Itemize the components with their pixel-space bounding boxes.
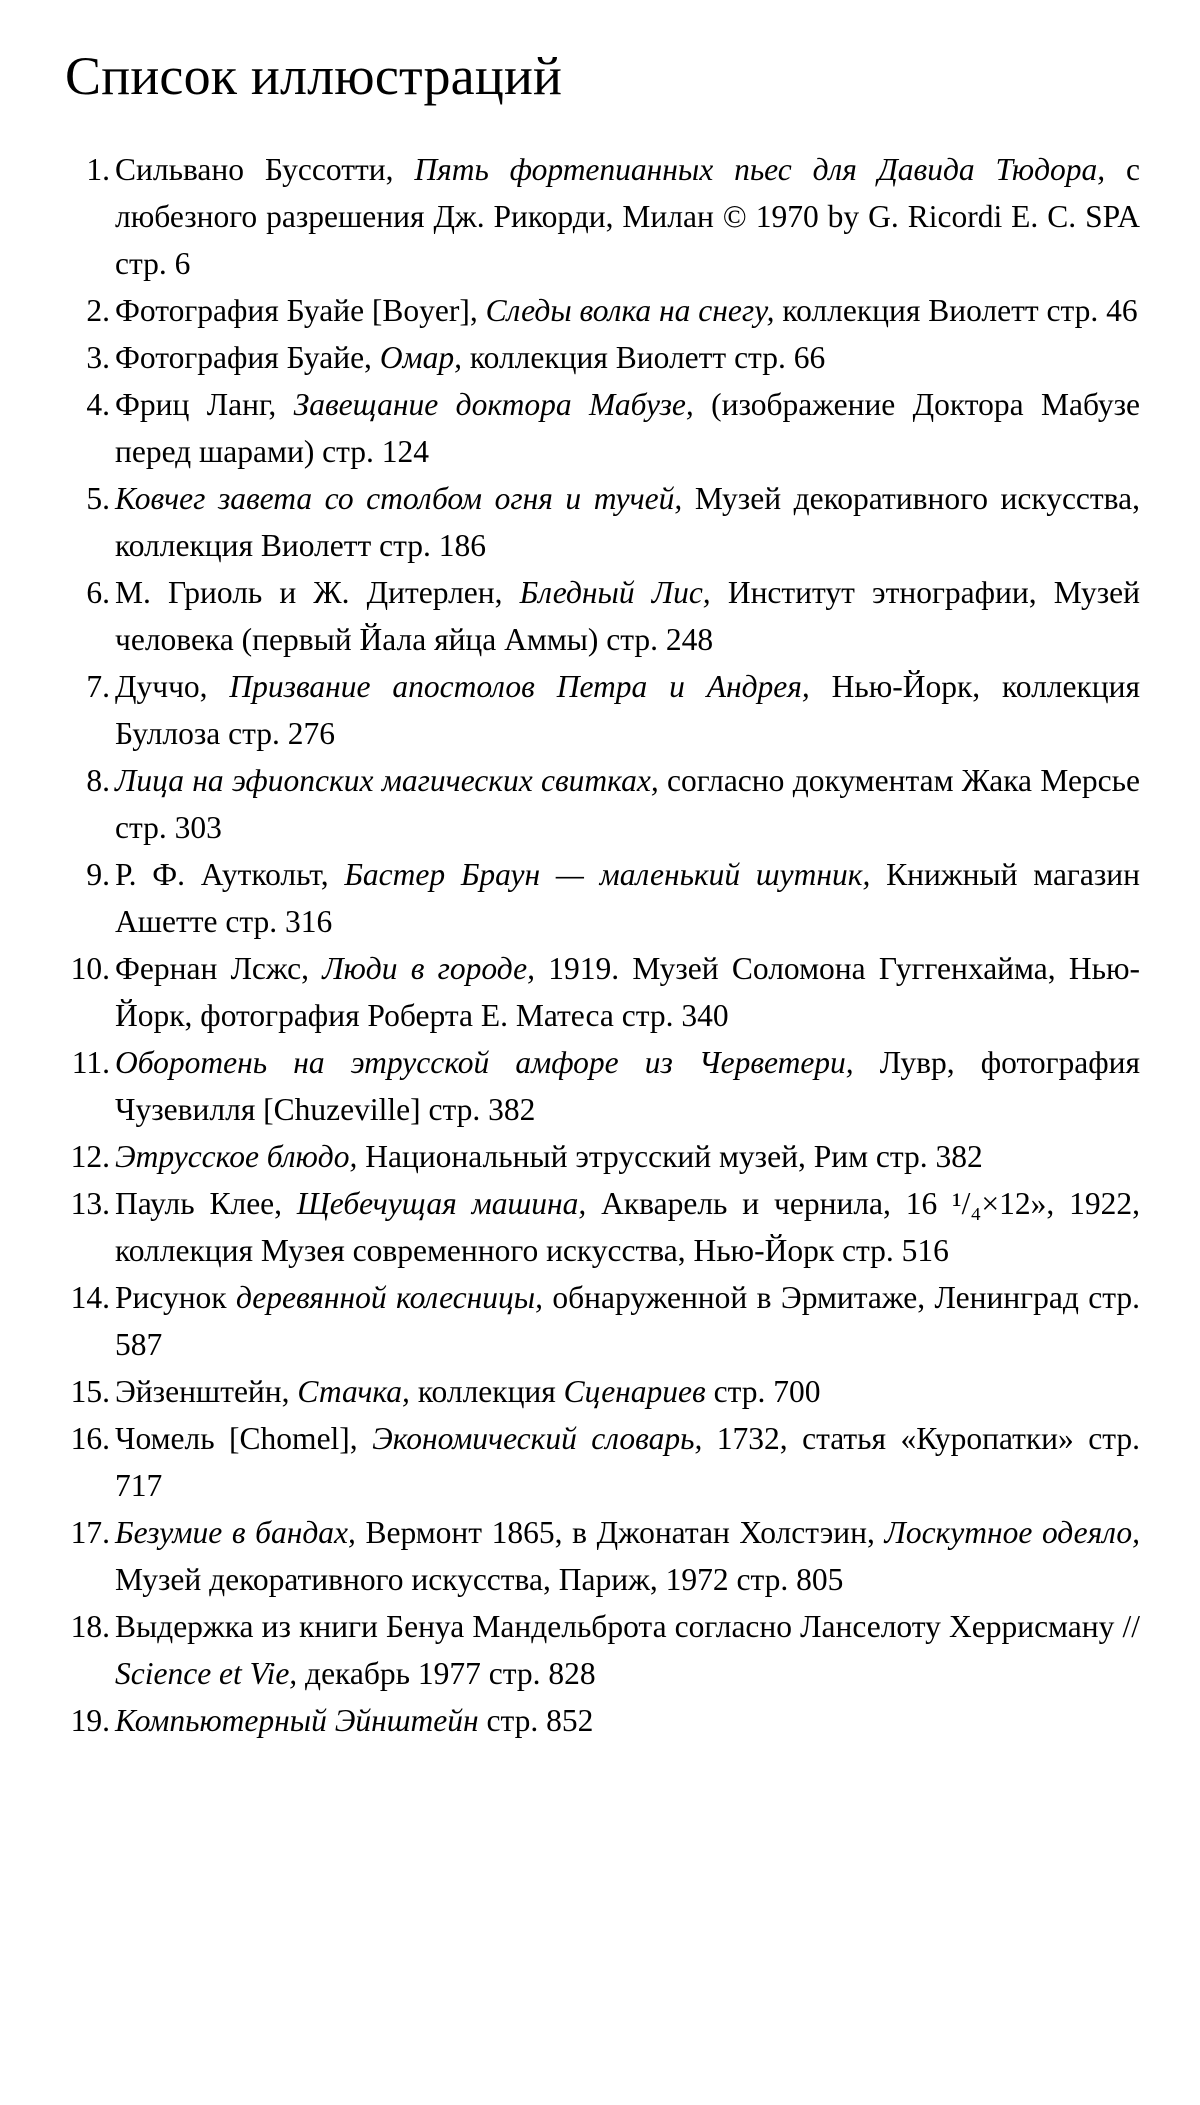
item-text	[115, 763, 1140, 845]
item-text-segment: Выдержка из книги Бенуа Мандельброта согласно Ланселоту Херрисману //	[115, 1609, 1140, 1644]
item-title-italic: Science et Vie,	[115, 1656, 298, 1691]
item-text	[115, 1421, 1140, 1503]
item-text	[115, 1139, 983, 1174]
item-number: 13.	[70, 1186, 110, 1221]
item-number: 17.	[70, 1515, 110, 1550]
item-number: 9.	[86, 857, 110, 892]
list-item	[65, 1368, 1140, 1415]
item-text-segment: Эйзенштейн,	[115, 1374, 298, 1409]
item-text-segment: согласно документам Жака Мерсье стр. 303	[115, 763, 1140, 845]
item-title-italic: Щебечущая машина,	[296, 1186, 587, 1221]
item-text-segment: 1732, статья «Куропатки» стр. 717	[115, 1421, 1140, 1503]
item-number: 19.	[70, 1703, 110, 1738]
item-text-segment: коллекция	[409, 1374, 564, 1409]
item-title-italic: Следы волка на снегу,	[485, 293, 775, 328]
list-item	[65, 381, 1140, 475]
item-text-segment: 1919. Музей Соломона Гуггенхайма, Нью-Йорк, фотография Роберта Е. Матеса стр. 340	[115, 951, 1141, 1033]
item-title-italic: Компьютерный Эйнштейн	[115, 1703, 479, 1738]
list-item	[65, 1180, 1140, 1274]
item-title-italic: Бледный Лис,	[519, 575, 711, 610]
item-text	[115, 1374, 820, 1409]
list-item	[65, 1603, 1140, 1697]
item-text	[115, 951, 1140, 1033]
item-number: 12.	[70, 1139, 110, 1174]
item-text-segment: обнаруженной в Эрмитаже, Ленинград стр. 587	[115, 1280, 1140, 1362]
item-text	[115, 1280, 1140, 1362]
item-text-segment: Национальный этрусский музей, Рим стр. 382	[357, 1139, 983, 1174]
item-title-italic: Призвание апостолов Петра и Андрея,	[229, 669, 810, 704]
item-text-segment: Фернан Лсжс,	[115, 951, 323, 986]
item-number: 15.	[70, 1374, 110, 1409]
item-number: 2.	[86, 293, 110, 328]
item-text	[115, 857, 1140, 939]
list-item	[65, 851, 1140, 945]
item-text-segment: (изображение Доктора Мабузе перед шарами) стр. 124	[115, 387, 1141, 469]
item-title-italic: Пять фортепианных пьес для Давида Тюдора,	[414, 152, 1106, 187]
illustrations-list	[65, 146, 1140, 1744]
item-number: 3.	[86, 340, 110, 375]
item-text-segment: М. Гриоль и Ж. Дитерлен,	[115, 575, 520, 610]
item-text	[115, 293, 1138, 328]
item-text-segment: Пауль Клее,	[115, 1186, 297, 1221]
list-item	[65, 1133, 1140, 1180]
item-text	[115, 1609, 1140, 1691]
item-number: 18.	[70, 1609, 110, 1644]
item-text	[115, 669, 1140, 751]
list-item	[65, 1274, 1140, 1368]
item-title-italic: Экономический словарь,	[372, 1421, 703, 1456]
list-item	[65, 1415, 1140, 1509]
item-text-segment: Акварель и чернила, 16 ¹/₄×12», 1922, коллекция Музея современного искусства, Нью-Йорк стр. 516	[115, 1186, 1140, 1268]
item-text-segment: декабрь 1977 стр. 828	[297, 1656, 596, 1691]
item-text	[115, 1515, 1140, 1597]
list-item	[65, 569, 1140, 663]
item-text-segment: Вермонт 1865, в Джонатан Холстэин,	[355, 1515, 885, 1550]
item-number: 7.	[86, 669, 110, 704]
list-item	[65, 475, 1140, 569]
item-number: 8.	[86, 763, 110, 798]
list-item	[65, 334, 1140, 381]
item-text	[115, 152, 1140, 281]
item-title-italic: Стачка,	[297, 1374, 410, 1409]
list-item	[65, 287, 1140, 334]
page-title: Список иллюстраций	[65, 46, 563, 106]
list-item	[65, 146, 1140, 287]
item-text-segment: Фотография Буайе [Boyer],	[115, 293, 486, 328]
item-title-italic: Безумие в бандах,	[115, 1515, 356, 1550]
item-number: 11.	[71, 1045, 110, 1080]
item-text	[115, 1703, 593, 1738]
item-text-segment: Институт этнографии, Музей человека (первый Йала яйца Аммы) стр. 248	[115, 575, 1140, 657]
item-text-segment: Р. Ф. Ауткольт,	[115, 857, 345, 892]
item-title-italic: Оборотень на этрусской амфоре из Черветери,	[115, 1045, 854, 1080]
item-number: 4.	[86, 387, 110, 422]
item-text-segment: стр. 852	[478, 1703, 594, 1738]
item-number: 16.	[70, 1421, 110, 1456]
item-number: 1.	[86, 152, 110, 187]
item-title-italic: Лица на эфиопских магических свитках,	[115, 763, 659, 798]
item-number: 6.	[86, 575, 110, 610]
item-text-segment: Чомель [Chomel],	[115, 1421, 373, 1456]
item-title-italic: Люди в городе,	[322, 951, 535, 986]
item-title-italic: Этрусское блюдо,	[115, 1139, 358, 1174]
item-text-segment: Музей декоративного искусства, Париж, 1972 стр. 805	[115, 1562, 844, 1597]
item-text-segment: Книжный магазин Ашетте стр. 316	[115, 857, 1140, 939]
list-item	[65, 945, 1140, 1039]
item-text-segment: Рисунок	[115, 1280, 236, 1315]
item-text-segment: Сильвано Буссотти,	[115, 152, 415, 187]
item-title-italic: Ковчег завета со столбом огня и тучей,	[115, 481, 683, 516]
item-text-segment: с любезного разрешения Дж. Рикорди, Милан © 1970 by G. Ricordi E. C. SPA стр. 6	[115, 152, 1140, 281]
item-title-italic: деревянной колесницы,	[235, 1280, 543, 1315]
item-text-segment: коллекция Виолетт стр. 46	[774, 293, 1138, 328]
item-text-segment: Фотография Буайе,	[115, 340, 380, 375]
item-number: 10.	[70, 951, 110, 986]
item-text-segment: Музей декоративного искусства, коллекция Виолетт стр. 186	[115, 481, 1140, 563]
list-item	[65, 1039, 1140, 1133]
list-item	[65, 1509, 1140, 1603]
item-text-segment: стр. 700	[705, 1374, 821, 1409]
item-title-italic: Бастер Браун — маленький шутник,	[344, 857, 871, 892]
list-item	[65, 757, 1140, 851]
item-text	[115, 1186, 1140, 1268]
item-text-segment: Дуччо,	[115, 669, 230, 704]
item-text-segment: Фриц Ланг,	[115, 387, 294, 422]
item-text	[115, 481, 1140, 563]
item-text-segment: Нью-Йорк, коллекция Буллоза стр. 276	[115, 669, 1140, 751]
item-title-italic: Завещание доктора Мабузе,	[293, 387, 694, 422]
item-title-italic: Сценариев	[563, 1374, 706, 1409]
item-number: 14.	[70, 1280, 110, 1315]
item-text	[115, 387, 1140, 469]
list-item	[65, 663, 1140, 757]
item-text-segment: коллекция Виолетт стр. 66	[462, 340, 826, 375]
item-text-segment: Лувр, фотография Чузевилля [Chuzeville] стр. 382	[115, 1045, 1140, 1127]
item-text	[115, 575, 1140, 657]
item-number: 5.	[86, 481, 110, 516]
item-title-italic: Омар,	[379, 340, 463, 375]
item-text	[115, 1045, 1140, 1127]
item-text	[115, 340, 825, 375]
item-title-italic: Лоскутное одеяло,	[884, 1515, 1140, 1550]
list-item	[65, 1697, 1140, 1744]
